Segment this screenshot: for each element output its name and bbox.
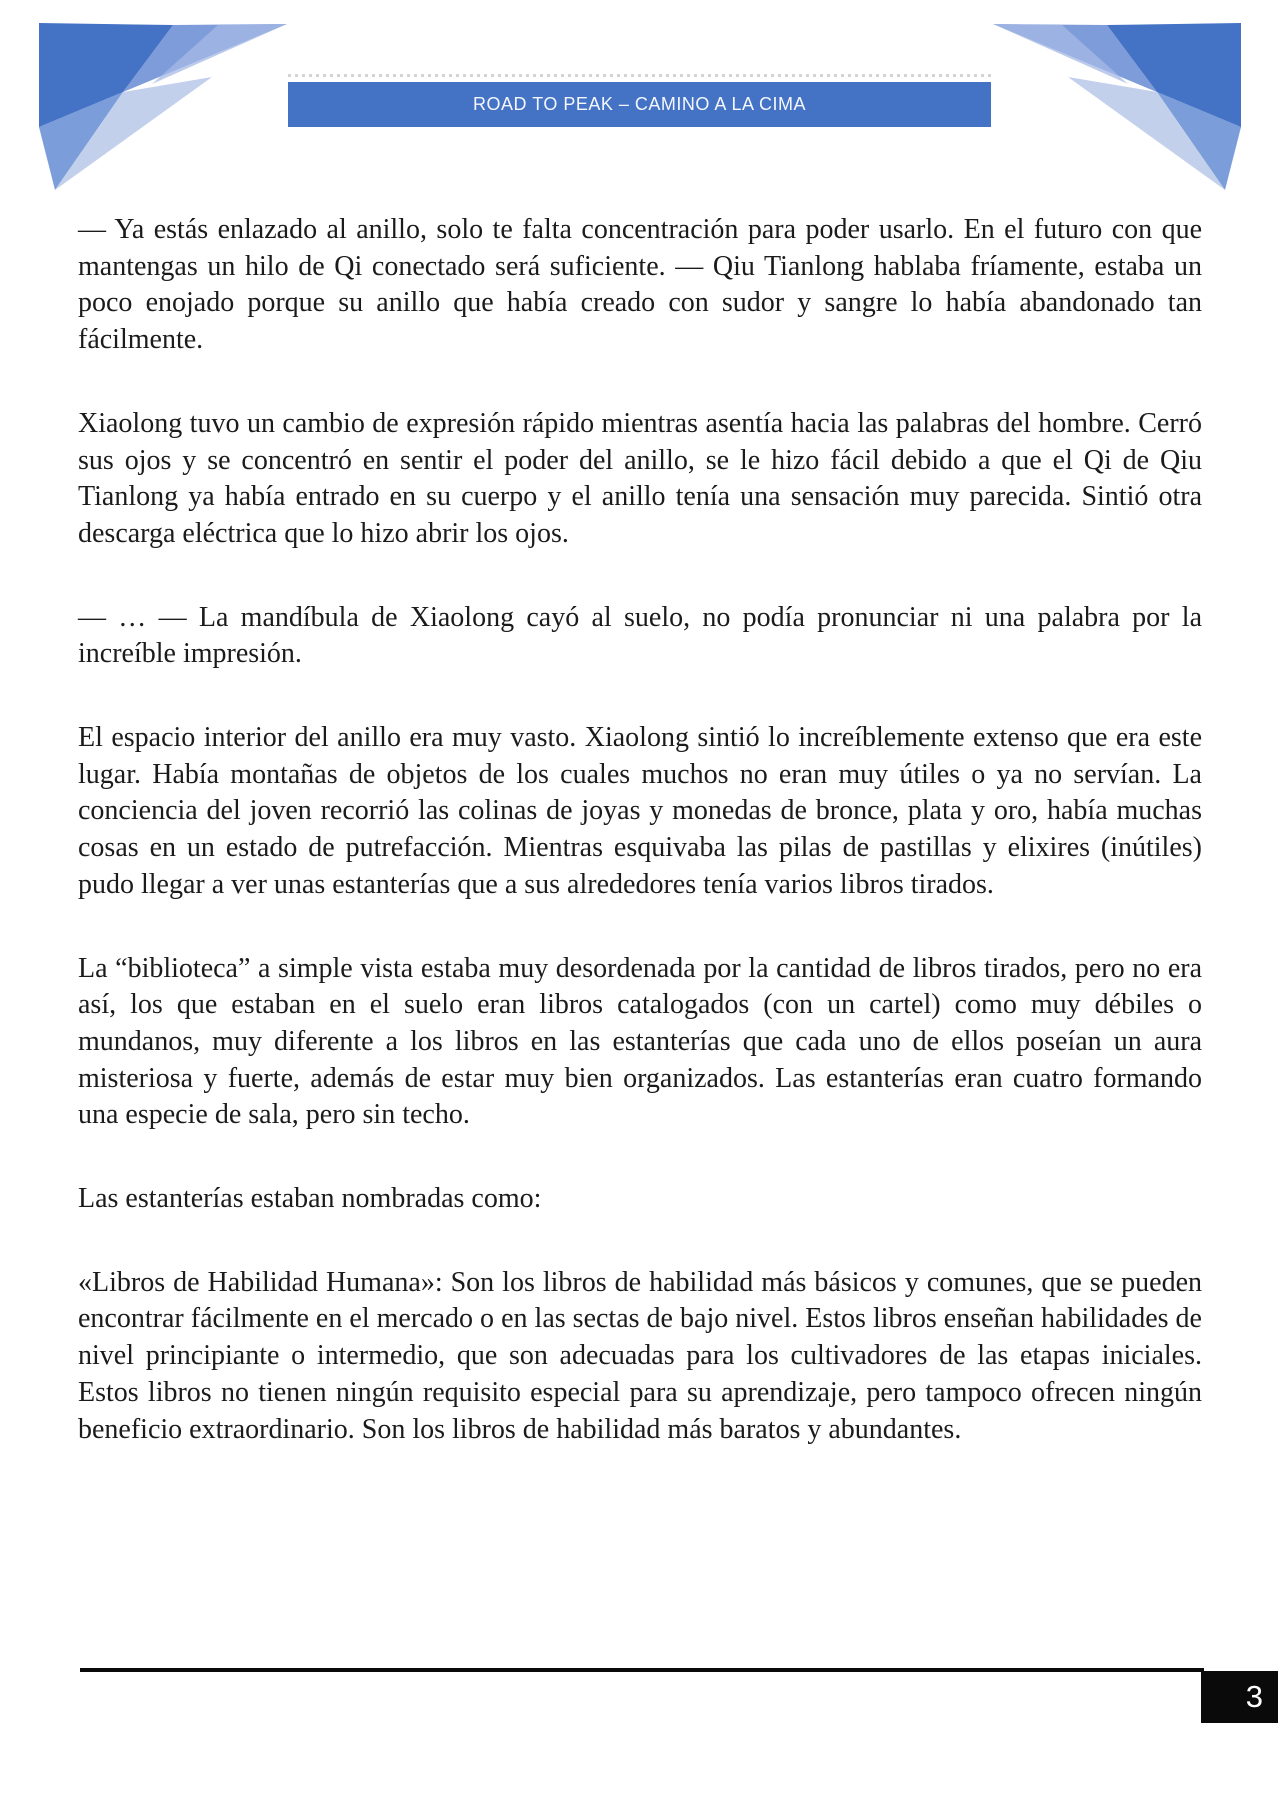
dotted-divider [288, 74, 991, 77]
paragraph-xiaolong-reaction: Xiaolong tuvo un cambio de expresión rápido mientras asentía hacia las palabras del hombre. Cerró sus ojos y se concentró en sentir el poder del anillo, se le hizo fácil debido a que el Qi de Qiu Tianlong ya había entrado en su cuerpo y el anillo tenía una sensación muy parecida. Sintió otra descarga eléctrica que lo hizo abrir los ojos. [78, 407, 1202, 549]
paragraph-ring-interior: El espacio interior del anillo era muy vasto. Xiaolong sintió lo increíblemente extenso que era este lugar. Había montañas de objetos de los cuales muchos no eran muy útiles o ya no servían. La conciencia del joven recorrió las colinas de joyas y monedas de bronce, plata y oro, había muchas cosas en un estado de putrefacción. Mientras esquivaba las pilas de pastillas y elixires (inútiles) pudo llegar a ver unas estanterías que a sus alrededores tenía varios libros tirados. [78, 722, 1202, 900]
document-body [78, 212, 1202, 1448]
paragraph-shelves-intro: Las estanterías estaban nombradas como: [78, 1183, 542, 1215]
corner-decoration-left [39, 23, 287, 190]
footer-rule [80, 1668, 1204, 1672]
header-banner [288, 82, 991, 127]
header-banner-title: ROAD TO PEAK – CAMINO A LA CIMA [473, 94, 806, 114]
paragraph-dialogue-silence: — … — La mandíbula de Xiaolong cayó al suelo, no podía pronunciar ni una palabra por la increíble impresión. [78, 601, 1202, 670]
corner-decoration-right [993, 23, 1241, 190]
page-number-badge [1201, 1671, 1278, 1723]
paragraph-human-skill-books: «Libros de Habilidad Humana»: Son los libros de habilidad más básicos y comunes, que se pueden encontrar fácilmente en el mercado o en las sectas de bajo nivel. Estos libros enseñan habilidades de nivel principiante o intermedio, que son adecuadas para los cultivadores de las etapas iniciales. Estos libros no tienen ningún requisito especial para su aprendizaje, pero tampoco ofrecen ningún beneficio extraordinario. Son los libros de habilidad más baratos y abundantes. [78, 1266, 1202, 1445]
paragraph-dialogue-ring: — Ya estás enlazado al anillo, solo te falta concentración para poder usarlo. En el futuro con que mantengas un hilo de Qi conectado será suficiente. — Qiu Tianlong hablaba fríamente, estaba un poco enojado porque su anillo que había creado con sudor y sangre lo había abandonado tan fácilmente. [78, 214, 1202, 356]
page-number: 3 [1245, 1679, 1263, 1714]
paragraph-library-description: La “biblioteca” a simple vista estaba muy desordenada por la cantidad de libros tirados, pero no era así, los que estaban en el suelo eran libros catalogados (con un cartel) como muy débiles o mundanos, muy diferente a los libros en las estanterías que cada uno de ellos poseían un aura misteriosa y fuerte, además de estar muy bien organizados. Las estanterías eran cuatro formando una especie de sala, pero sin techo. [78, 952, 1202, 1131]
